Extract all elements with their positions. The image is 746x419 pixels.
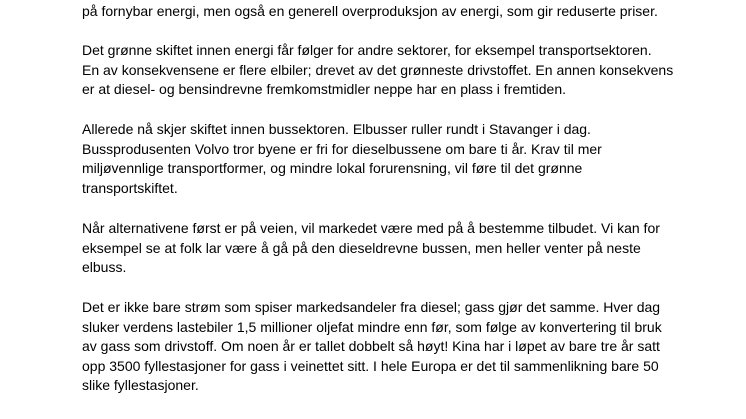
text-line: Det er ikke bare strøm som spiser markedsandeler fra diesel; gass gjør det samme. Hver dag: [82, 299, 661, 315]
text-line: Det grønne skiftet innen energi får følger for andre sektorer, for eksempel transportsektoren.: [82, 42, 652, 58]
text-line: Når alternativene først er på veien, vil markedet være med på å bestemme tilbudet. Vi kan for: [82, 220, 660, 236]
paragraph-market-alternatives: [82, 219, 660, 278]
text-line: er at diesel- og bensindrevne fremkomstmidler neppe har en plass i fremtiden.: [82, 81, 567, 97]
paragraph-gas-market: [82, 298, 662, 396]
paragraph-bus-sector: [82, 120, 602, 198]
text-line: på fornybar energi, men også en generell overproduksjon av energi, som gir reduserte priser.: [82, 3, 658, 19]
text-line: sluker verdens lastebiler 1,5 millioner oljefat mindre enn før, som følge av konvertering til bruk: [82, 318, 662, 335]
text-line: Allerede nå skjer skiftet innen bussektoren. Elbusser ruller rundt i Stavanger i dag.: [82, 121, 591, 137]
text-line: En av konsekvensene er flere elbiler; drevet av det grønneste drivstoffet. En annen konsekvens: [82, 61, 674, 78]
text-line: slike fyllestasjoner.: [82, 377, 199, 393]
text-line: av gass som drivstoff. Om noen år er tallet dobbelt så høyt! Kina har i løpet av bare tre år satt: [82, 338, 660, 354]
text-line: opp 3500 fyllestasjoner for gass i veinettet sitt. I hele Europa er det til sammenlikning bare 50: [82, 357, 659, 374]
document-page: [82, 0, 702, 419]
text-line: Bussprodusenten Volvo tror byene er fri for dieselbussene om bare ti år. Krav til mer: [82, 140, 602, 157]
text-line: transportskiftet.: [82, 179, 178, 196]
text-line: eksempel se at folk lar være å gå på den dieseldrevne bussen, men heller venter på neste: [82, 239, 641, 256]
text-line: elbuss.: [82, 259, 127, 275]
text-line: miljøvennlige transportformer, og mindre lokal forurensning, vil føre til det grønne: [82, 160, 583, 176]
paragraph-energy-prices: [82, 2, 658, 22]
paragraph-green-shift: [82, 41, 673, 100]
